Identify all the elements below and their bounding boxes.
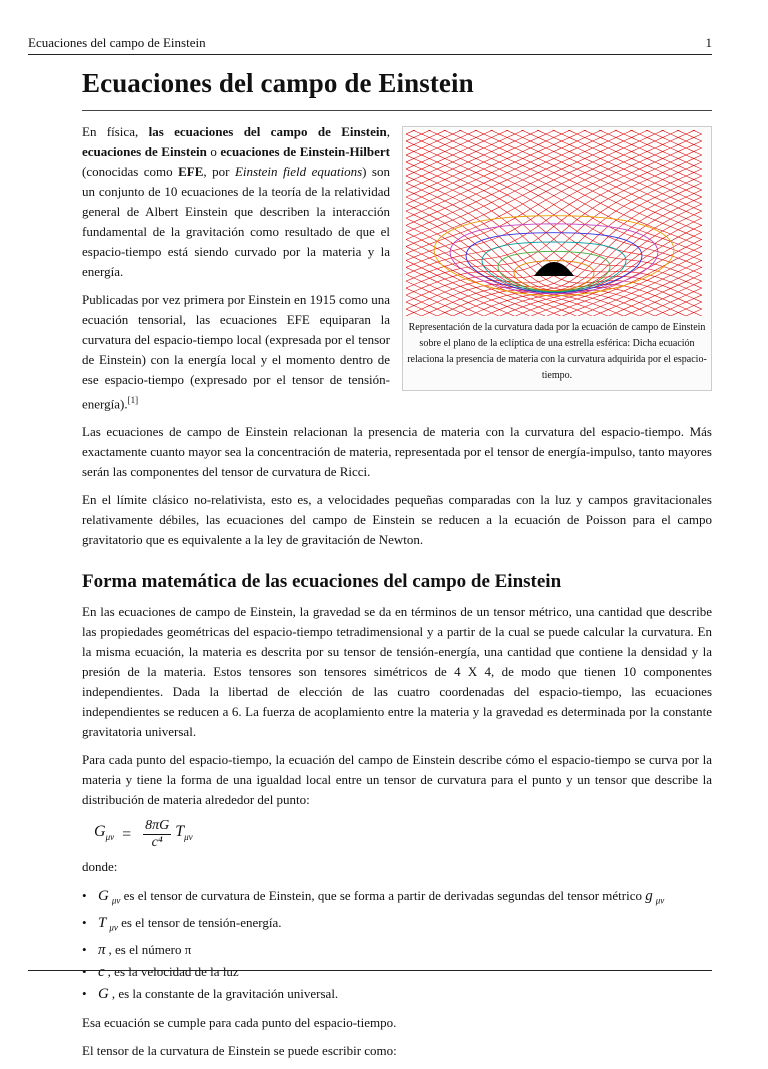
star-mass [534, 262, 574, 276]
definition-text: es el tensor de curvatura de Einstein, que se forma a partir de derivadas segundas del tensor métrico [123, 888, 642, 904]
list-item [82, 939, 712, 961]
list-item [82, 961, 712, 983]
article-body [82, 122, 712, 1069]
definition-text: , es la velocidad de la luz [107, 963, 239, 979]
eq-numerator: 8πG [145, 818, 170, 834]
spacetime-curvature-illustration [406, 130, 702, 316]
grid-line [638, 130, 702, 150]
list-item [82, 885, 712, 912]
running-head-title: Ecuaciones del campo de Einstein [28, 35, 206, 50]
curvature-figure [402, 126, 712, 391]
eq-denominator: c⁴ [151, 835, 163, 851]
header-divider [28, 54, 712, 55]
symbol-subscript: μν [655, 895, 665, 906]
symbol: T [98, 914, 107, 931]
donde-label: donde: [82, 859, 118, 875]
intro-text-1: En física, [82, 124, 149, 139]
paragraph-6: Para cada punto del espacio-tiempo, la ecuación del campo de Einstein describe cómo el espacio-tiempo se curva por la materia y tiene la forma de una igualdad local entre un tensor de curvatura para el punto y un tensor que describe la distribución de materia alrededor del punto: [82, 752, 712, 808]
list-item [82, 983, 712, 1005]
running-head [28, 35, 712, 51]
eq-rhs [175, 822, 192, 847]
eq-lhs-symbol: G [94, 823, 106, 841]
eq-lhs-subscript: μν [105, 832, 115, 843]
page-number: 1 [705, 35, 712, 50]
definition-text: es el tensor de tensión-energía. [121, 914, 282, 930]
definition-text: , es el número π [108, 941, 192, 957]
intro-text-4: (conocidas como [82, 164, 179, 179]
symbol-subscript: μν [111, 895, 121, 906]
section-heading: Forma matemática de las ecuaciones del campo de Einstein [82, 571, 562, 593]
paragraph-7: Esa ecuación se cumple para cada punto del espacio-tiempo. [82, 1014, 397, 1030]
grid-line [406, 202, 692, 316]
page-title: Ecuaciones del campo de Einstein [82, 68, 474, 98]
eq-rhs-symbol: T [175, 823, 185, 841]
symbol: c [98, 963, 105, 980]
paragraph-5: En las ecuaciones de campo de Einstein, la gravedad se da en términos de un tensor métrico, una cantidad que describe las propiedades geométricas del espacio-tiempo tetradimensional y a partir de la cual se puede calcular la curvatura. En la misma ecuación, la materia es descrita por su tensor de tensión-energía, una cantidad que contiene la densidad y la presión de la materia. Estos tensores son tensores simétricos de 4 X 4, de modo que tienen 10 componentes independientes. Dada la libertad de elección de las cuatro coordenadas del espacio-tiempo, las ecuaciones independientes se reducen a 6. La fuerza de acoplamiento entre la materia y la gravedad es determinada por la constante gravitatoria universal. [82, 604, 712, 740]
paragraph-4: En el límite clásico no-relativista, esto es, a velocidades pequeñas comparadas con la luz y campos gravitacionales relativamente débiles, las ecuaciones del campo de Einstein se reducen a la ecuación de Poisson para el campo gravitatorio que es equivalente a la ley de gravitación de Newton. [82, 492, 712, 548]
symbol: G [98, 985, 109, 1002]
reference-link[interactable]: [1] [127, 395, 139, 405]
definition-text: , es la constante de la gravitación universal. [111, 985, 339, 1001]
grid-line [406, 130, 470, 150]
symbol-subscript: μν [109, 922, 118, 933]
figure-caption: Representación de la curvatura dada por la ecuación de campo de Einstein sobre el plano de la eclíptica de una estrella esférica: Dicha ecuación relaciona la presencia de materia con la curvatura adquirida por el espacio-tiempo. [407, 322, 707, 381]
list-item [82, 912, 712, 939]
footer-divider [28, 970, 712, 971]
paragraph-2-text: Publicadas por vez primera por Einstein en 1915 como una ecuación tensorial, las ecuaciones EFE equiparan la curvatura del espacio-tiempo local (expresada por el tensor de Einstein) con la energía local y el momento dentro de ese espacio-tiempo (expresado por el tensor de tensión-energía). [82, 292, 390, 412]
symbol-definitions [82, 885, 712, 1004]
eq-equals: = [122, 825, 132, 843]
intro-bold-3: ecuaciones de Einstein-Hilbert [220, 144, 390, 159]
title-divider [82, 110, 712, 111]
intro-text-6: ) son un conjunto de 10 ecuaciones de la teoría de la relatividad general de Albert Einstein que describen la interacción fundamental de la gravitación como resultado de que el espacio-tiempo está siendo curvado por la materia y la energía. [82, 164, 390, 279]
paragraph-3: Las ecuaciones de campo de Einstein relacionan la presencia de materia con la curvatura del espacio-tiempo. Más exactamente cuanto mayor sea la concentración de materia, representada por el tensor de energía-impulso, tanto mayores serán las componentes del tensor de curvatura de Ricci. [82, 424, 712, 480]
field-equation [94, 818, 712, 851]
symbol: G [98, 888, 109, 905]
intro-text-5: , por [203, 164, 235, 179]
intro-text-2: , [386, 124, 390, 139]
intro-bold-2: ecuaciones de Einstein [82, 144, 207, 159]
symbol: g [645, 888, 653, 905]
intro-bold-4: EFE [178, 164, 204, 179]
grid-line [406, 237, 614, 316]
paragraph-8: El tensor de la curvatura de Einstein se puede escribir como: [82, 1042, 397, 1058]
symbol: π [98, 941, 106, 958]
eq-rhs-subscript: μν [184, 832, 193, 843]
eq-fraction [143, 818, 171, 851]
intro-italic-1: Einstein field equations [234, 164, 363, 179]
intro-bold-1: las ecuaciones del campo de Einstein [148, 124, 387, 139]
eq-lhs [94, 822, 114, 847]
intro-text-3: o [206, 144, 221, 159]
